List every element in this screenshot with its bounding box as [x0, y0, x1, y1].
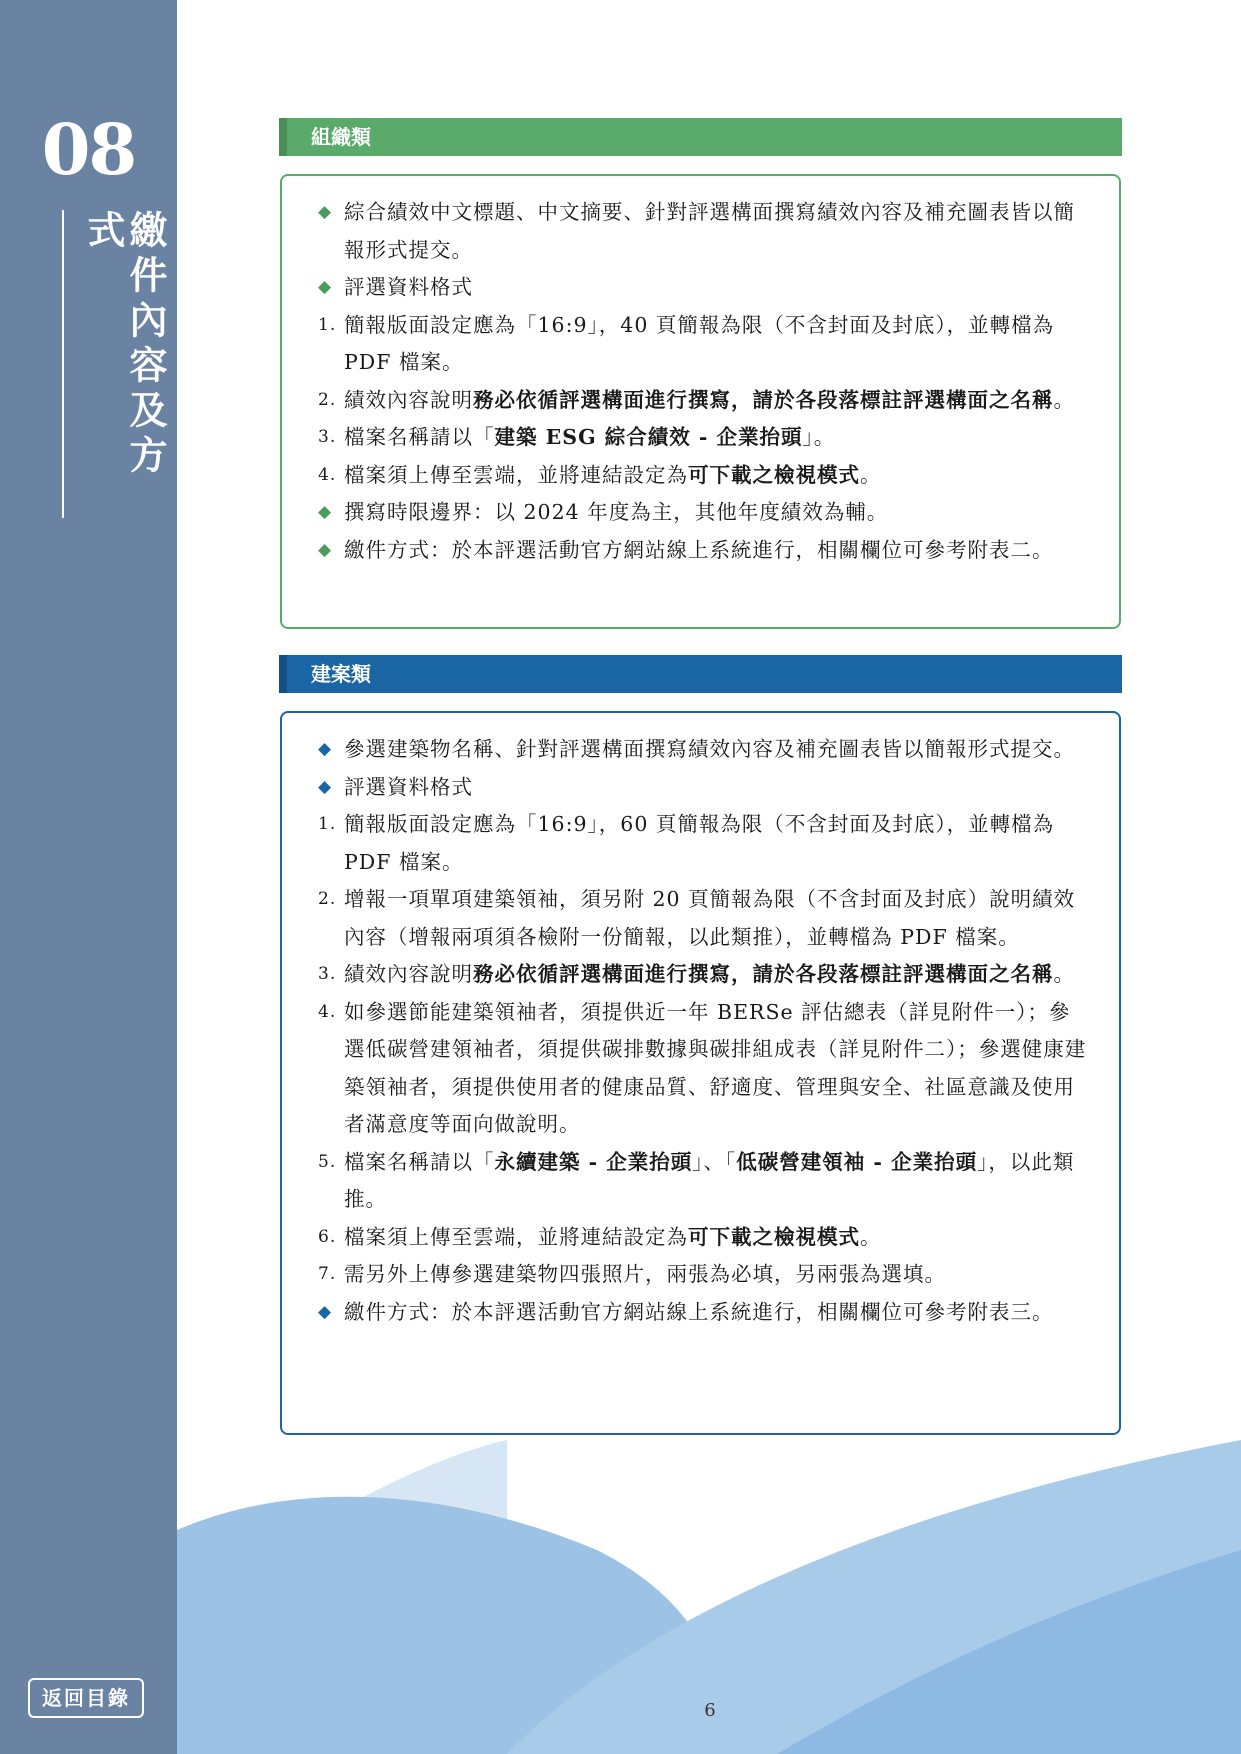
section-title-wrap — [62, 210, 166, 518]
list-number: 3. — [318, 964, 337, 984]
list-item — [318, 1294, 1091, 1332]
project-content-box — [280, 711, 1121, 1435]
section-number: 08 — [41, 108, 136, 191]
list-item — [318, 457, 1091, 495]
list-item-text — [344, 1256, 1091, 1294]
list-item — [318, 494, 1091, 532]
list-number: 4. — [318, 1001, 337, 1022]
list-item-text — [344, 881, 1091, 956]
sidebar — [0, 0, 177, 1754]
list-item — [318, 731, 1091, 769]
emphasis-text: 可下載之檢視模式 — [688, 462, 860, 487]
text-run: 綜合績效中文標題、中文摘要、針對評選構面撰寫績效內容及補充圖表皆以簡報形式提交。 — [344, 200, 1075, 262]
list-item-text — [344, 1294, 1091, 1332]
list-item — [318, 419, 1091, 457]
list-item — [318, 1219, 1091, 1257]
list-item-text — [344, 382, 1091, 420]
diamond-bullet-icon: ◆ — [318, 739, 333, 759]
emphasis-text: 務必依循評選構面進行撰寫，請於各段落標註評選構面之名稱 — [473, 962, 1054, 986]
org-section-header: 組織類 — [279, 118, 1122, 156]
text-run: 。 — [860, 1224, 882, 1249]
org-content-box — [280, 174, 1121, 629]
list-item-text — [344, 731, 1091, 769]
list-number: 3. — [318, 427, 337, 447]
list-item-text — [344, 769, 1091, 807]
diamond-bullet-icon: ◆ — [318, 776, 333, 797]
list-item-text — [344, 494, 1091, 532]
text-run: 檔案須上傳至雲端，並將連結設定為 — [344, 1224, 688, 1249]
text-run: 」、「 — [692, 1149, 737, 1174]
list-item-text — [344, 457, 1091, 495]
list-item — [318, 994, 1091, 1144]
list-number: 1. — [318, 314, 337, 335]
diamond-bullet-icon: ◆ — [318, 1301, 333, 1322]
list-number: 2. — [318, 889, 337, 909]
text-run: 簡報版面設定應為「16:9」，40 頁簡報為限（不含封面及封底），並轉檔為 PDF 檔案。 — [344, 312, 1055, 374]
list-item-text — [344, 269, 1091, 307]
list-number: 2. — [318, 389, 337, 410]
list-item-text — [344, 994, 1091, 1144]
list-item — [318, 194, 1091, 269]
list-item — [318, 769, 1091, 807]
list-item-text — [344, 1219, 1091, 1257]
emphasis-text: 務必依循評選構面進行撰寫，請於各段落標註評選構面之名稱 — [473, 387, 1054, 412]
text-run: 」。 — [802, 425, 836, 449]
text-run: 績效內容說明 — [344, 387, 473, 412]
text-run: 簡報版面設定應為「16:9」，60 頁簡報為限（不含封面及封底），並轉檔為 PDF 檔案。 — [344, 812, 1055, 874]
emphasis-text: 低碳營建領袖 - 企業抬頭 — [736, 1149, 978, 1174]
emphasis-text: 永續建築 - 企業抬頭 — [494, 1149, 693, 1174]
project-section-header: 建案類 — [279, 655, 1122, 693]
list-item-text — [344, 307, 1091, 382]
list-item-text — [344, 806, 1091, 881]
diamond-bullet-icon: ◆ — [318, 202, 333, 222]
list-item — [318, 382, 1091, 420]
list-number: 6. — [318, 1226, 337, 1247]
text-run: 評選資料格式 — [344, 275, 473, 299]
text-run: 檔案名稱請以「 — [344, 1149, 495, 1174]
diamond-bullet-icon: ◆ — [318, 277, 333, 297]
text-run: 需另外上傳參選建築物四張照片，兩張為必填，另兩張為選填。 — [344, 1262, 946, 1286]
text-run: 檔案須上傳至雲端，並將連結設定為 — [344, 462, 688, 487]
list-item-text — [344, 956, 1091, 994]
text-run: 」，以此類推。 — [344, 1149, 1075, 1211]
emphasis-text: 可下載之檢視模式 — [688, 1224, 860, 1249]
text-run: 如參選節能建築領袖者，須提供近一年 BERSe 評估總表（詳見附件一）；參選低碳營建領袖者，須提供碳排數據與碳排組成表（詳見附件二）；參選健康建築領袖者，須提供使用者的健康品質、舒適度、管理與安全、社區意識及使用者滿意度等面向做說明。 — [344, 999, 1087, 1136]
text-run: 繳件方式：於本評選活動官方網站線上系統進行，相關欄位可參考附表二。 — [344, 537, 1054, 562]
list-item — [318, 881, 1091, 956]
list-number: 5. — [318, 1151, 337, 1172]
list-item-text — [344, 1144, 1091, 1219]
text-run: 評選資料格式 — [344, 774, 473, 799]
text-run: 績效內容說明 — [344, 962, 473, 986]
list-number: 4. — [318, 464, 337, 485]
list-item — [318, 307, 1091, 382]
diamond-bullet-icon: ◆ — [318, 502, 333, 522]
diamond-bullet-icon: ◆ — [318, 539, 333, 560]
emphasis-text: 建築 ESG 綜合績效 - 企業抬頭 — [494, 425, 803, 449]
text-run: 增報一項單項建築領袖，須另附 20 頁簡報為限（不含封面及封底）說明績效內容（增報兩項須各檢附一份簡報，以此類推），並轉檔為 PDF 檔案。 — [344, 887, 1076, 949]
text-run: 。 — [1053, 962, 1075, 986]
list-item-text — [344, 194, 1091, 269]
section-title: 繳件內容及方式 — [81, 210, 168, 480]
text-run: 檔案名稱請以「 — [344, 425, 495, 449]
list-item — [318, 956, 1091, 994]
text-run: 繳件方式：於本評選活動官方網站線上系統進行，相關欄位可參考附表三。 — [344, 1299, 1054, 1324]
back-to-toc-button[interactable]: 返回目錄 — [28, 1678, 144, 1718]
text-run: 撰寫時限邊界：以 2024 年度為主，其他年度績效為輔。 — [344, 500, 889, 524]
list-item — [318, 1256, 1091, 1294]
text-run: 。 — [860, 462, 882, 487]
list-item — [318, 269, 1091, 307]
list-item — [318, 1144, 1091, 1219]
list-item-text — [344, 532, 1091, 570]
list-item — [318, 806, 1091, 881]
text-run: 參選建築物名稱、針對評選構面撰寫績效內容及補充圖表皆以簡報形式提交。 — [344, 737, 1075, 761]
text-run: 。 — [1053, 387, 1075, 412]
list-number: 7. — [318, 1264, 337, 1284]
list-item — [318, 532, 1091, 570]
page-number: 6 — [704, 1700, 716, 1721]
list-number: 1. — [318, 814, 337, 834]
list-item-text — [344, 419, 1091, 457]
